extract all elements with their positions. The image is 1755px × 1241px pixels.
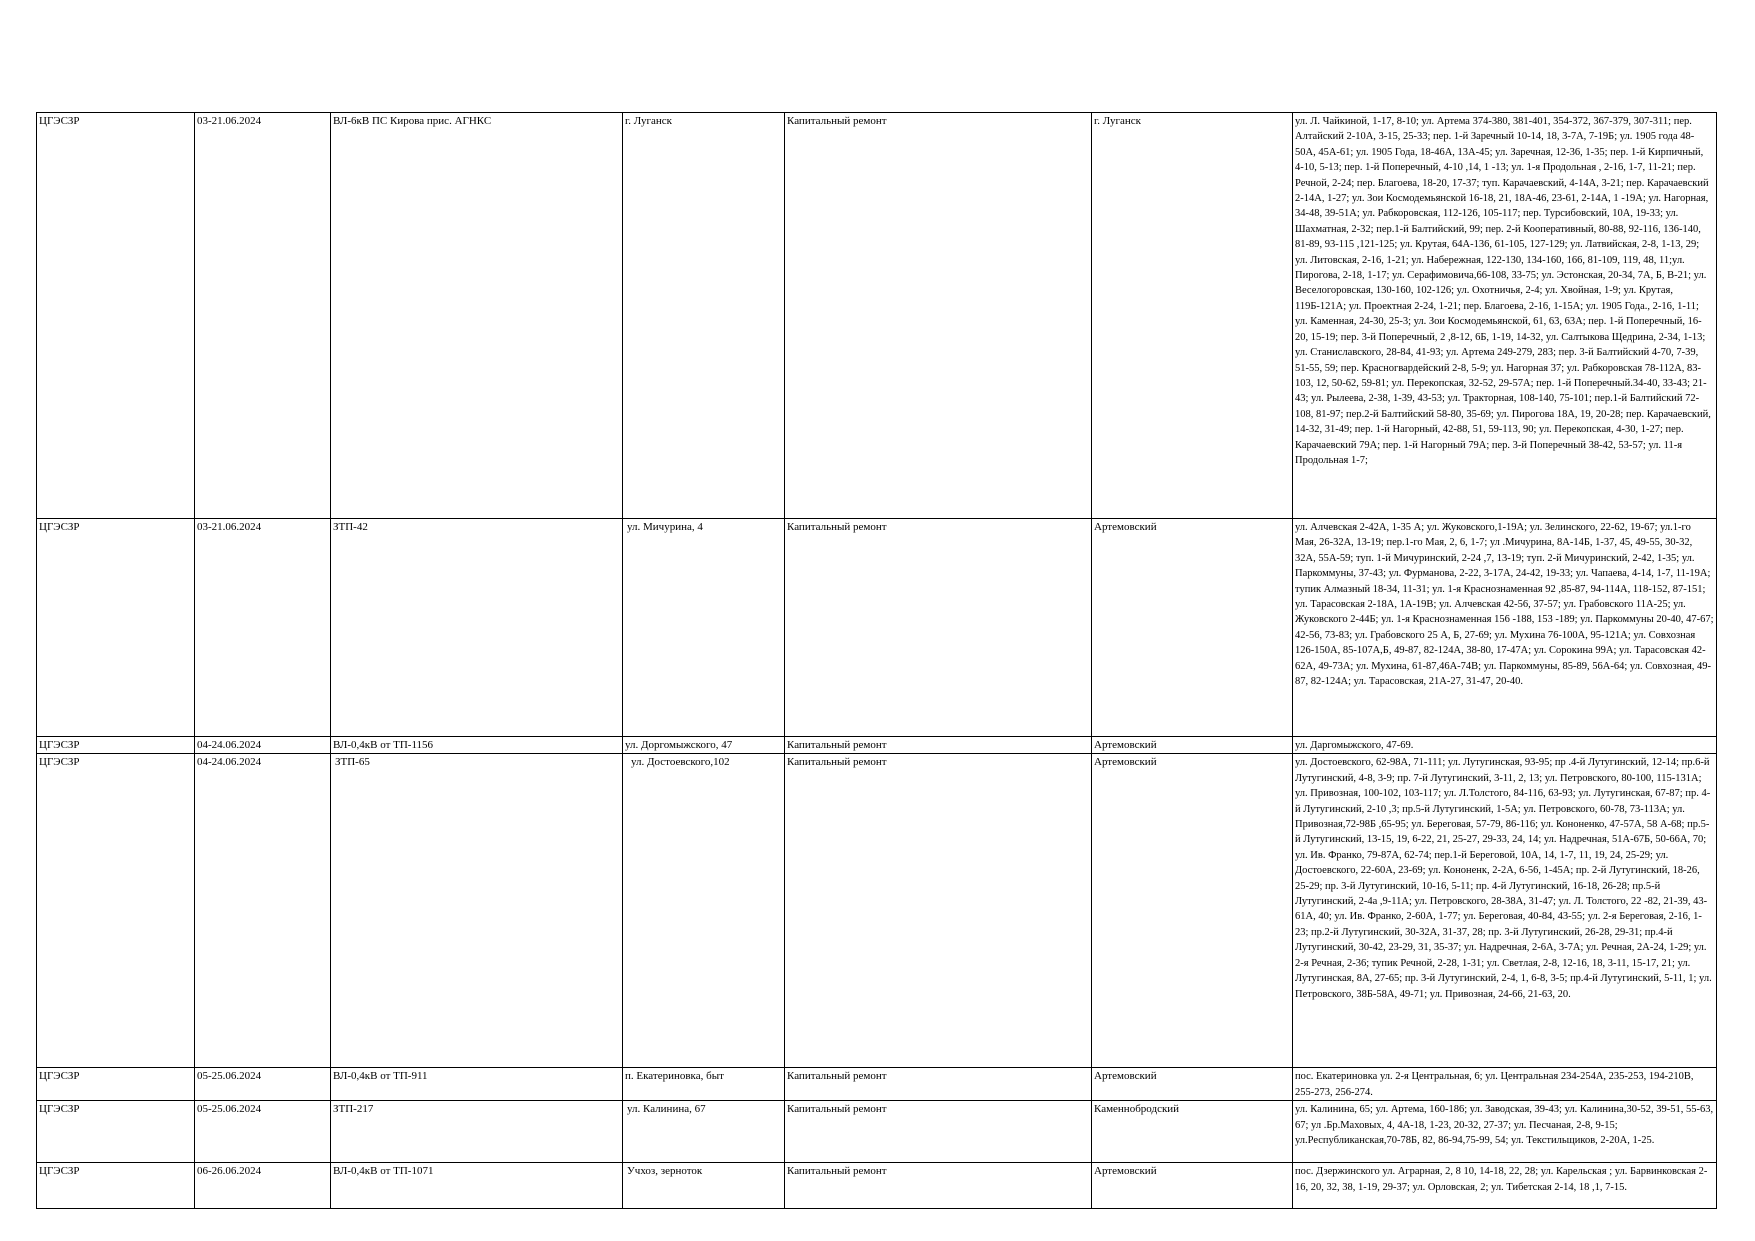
object-cell: ВЛ-0,4кВ от ТП-1156 xyxy=(331,737,623,754)
addresses-cell: ул. Л. Чайкиной, 1-17, 8-10; ул. Артема 374-380, 381-401, 354-372, 367-379, 307-311; пер. Алтайский 2-10А, 3-15, 25-33; пер. 1-й Заречный 10-14, 18, 3-7А, 7-19Б; ул. 1905 года 48-50А, 45А-61; ул. 1905 Года, 18-46А, 13А-45; ул. Заречная, 12-36, 1-35; пер. 1-й Кирпичный, 4-10, 5-13; пер. 1-й Поперечный, 4-10 ,14, 1 -13; ул. 1-я Продольная , 2-16, 1-7, 11-21; пер. Речной, 2-24; пер. Благоева, 18-20, 17-37; туп. Карачаевский, 4-14А, 3-21; пер. Карачаевский 2-14А, 1-27; ул. Зои Космодемьянской 16-18, 21, 18А-46, 23-61, 2-14А, 1 -19А; ул. Нагорная, 34-48, 39-51А; ул. Рабкоровская, 112-126, 105-117; пер. Турсибовский, 10А, 19-33; ул. Шахматная, 2-32; пер.1-й Балтийский, 99; пер. 2-й Кооперативный, 80-88, 92-116, 136-140, 81-89, 93-115 ,121-125; ул. Крутая, 64А-136, 61-105, 127-129; ул. Латвийская, 2-8, 1-13, 29; ул. Литовская, 2-16, 1-21; ул. Набережная, 122-130, 134-160, 166, 81-109, 119, 48, 11;ул. Пирогова, 2-18, 1-17; ул. Серафимовича,66-108, 33-75; ул. Эстонская, 20-34, 7А, Б, В-21; ул. Веселогоровская, 130-160, 102-126; ул. Охотничья, 2-4; ул. Хвойная, 1-9; ул. Крутая, 119Б-121А; ул. Проектная 2-24, 1-21; пер. Благоева, 2-16, 1-15А; ул. 1905 Года., 2-16, 1-11; ул. Каменная, 24-30, 25-3; ул. Зои Космодемьянской, 61, 63, 63А; пер. 1-й Поперечный, 16-20, 15-19; пер. 3-й Поперечный, 2 ,8-12, 6Б, 1-19, 14-32, ул. Салтыкова Щедрина, 2-34, 1-13; ул. Станиславского, 28-84, 41-93; ул. Артема 249-279, 283; пер. 3-й Балтийский 4-70, 7-39, 51-55, 59; пер. Красногвардейский 2-8, 5-9; ул. Нагорная 37; ул. Рабкоровская 78-112А, 83-103, 12, 50-62, 59-81; ул. Перекопская, 32-52, 29-57А; пер. 1-й Поперечный.34-40, 33-43; 21-43; ул. Рылеева, 2-38, 1-39, 43-53; ул. Тракторная, 108-140, 75-101; пер.1-й Балтийский 72-108, 81-97; пер.2-й Балтийский 58-80, 35-69; ул. Пирогова 18А, 19, 20-28; пер. Карачаевский, 14-32, 31-49; пер. 1-й Нагорный, 42-88, 51, 59-113, 90; ул. Перекопская, 4-30, 1-27; пер. Карачаевский 79А; пер. 1-й Нагорный 79А; пер. 3-й Поперечный 38-42, 53-57; ул. 11-я Продольная 1-7; xyxy=(1293,113,1717,519)
object-cell: ЗТП-42 xyxy=(331,519,623,737)
district-cell: Артемовский xyxy=(1092,1068,1293,1101)
district-cell: Артемовский xyxy=(1092,754,1293,1068)
table-row xyxy=(37,1163,1717,1209)
org-cell: ЦГЭСЗР xyxy=(37,1101,195,1163)
table-row xyxy=(37,113,1717,519)
place-cell: ул. Достоевского,102 xyxy=(623,754,785,1068)
addresses-cell: пос. Екатериновка ул. 2-я Центральная, 6; ул. Центральная 234-254А, 235-253, 194-210В, 255-273, 256-274. xyxy=(1293,1068,1717,1101)
table-row xyxy=(37,519,1717,737)
table-row xyxy=(37,1101,1717,1163)
district-cell: Каменнобродский xyxy=(1092,1101,1293,1163)
dates-cell: 04-24.06.2024 xyxy=(195,737,331,754)
work-cell: Капитальный ремонт xyxy=(785,1101,1092,1163)
work-cell: Капитальный ремонт xyxy=(785,737,1092,754)
work-cell: Капитальный ремонт xyxy=(785,113,1092,519)
addresses-cell: ул. Достоевского, 62-98А, 71-111; ул. Лутугинская, 93-95; пр .4-й Лутугинский, 12-14; пр.6-й Лутугинский, 4-8, 3-9; пр. 7-й Лутугинский, 3-11, 2, 13; ул. Петровского, 80-100, 115-131А; ул. Привозная, 100-102, 103-117; ул. Л.Толстого, 84-116, 63-93; ул. Лутугинская, 67-87; пр. 4-й Лутугинский, 2-10 ,3; пр.5-й Лутугинский, 1-5А; ул. Петровского, 60-78, 73-113А; ул. Привозная,72-98Б ,65-95; ул. Береговая, 57-79, 86-116; ул. Кононенко, 47-57А, 58 А-68; пр.5-й Лутугинский, 13-15, 19, 6-22, 21, 25-27, 29-33, 24, 14; ул. Надречная, 51А-67Б, 50-66А, 70; ул. Ив. Франко, 79-87А, 62-74; пер.1-й Береговой, 10А, 14, 1-7, 11, 19, 24, 25-29; ул. Достоевского, 22-60А, 23-69; ул. Кононенк, 2-2А, 6-56, 1-45А; пр. 2-й Лутугинский, 18-26, 25-29; пр. 3-й Лутугинский, 10-16, 5-11; пр. 4-й Лутугинский, 16-18, 26-28; пр.5-й Лутугинский, 2-4а ,9-11А; ул. Петровского, 28-38А, 31-47; ул. Л. Толстого, 22 -82, 21-39, 43-61А, 40; ул. Ив. Франко, 2-60А, 1-77; ул. Береговая, 40-84, 43-55; ул. 2-я Береговая, 2-16, 1-23; пр.2-й Лутугинский, 30-32А, 31-37, 28; пр. 3-й Лутугинский, 26-28, 29-31; пр.4-й Лутугинский, 30-42, 23-29, 31, 35-37; ул. Надречная, 2-6А, 3-7А; ул. Речная, 2А-24, 1-29; ул. 2-я Речная, 2-36; тупик Речной, 2-28, 1-31; ул. Светлая, 2-8, 12-16, 18, 3-11, 15-17, 21; ул. Лутугинская, 8А, 27-65; пр. 3-й Лутугинский, 2-4, 1, 6-8, 3-5; пр.4-й Лутугинский, 5-11, 1; ул. Петровского, 38Б-58А, 49-71; ул. Привозная, 24-66, 21-63, 20. xyxy=(1293,754,1717,1068)
table-row xyxy=(37,754,1717,1068)
object-cell: ЗТП-217 xyxy=(331,1101,623,1163)
dates-cell: 04-24.06.2024 xyxy=(195,754,331,1068)
dates-cell: 06-26.06.2024 xyxy=(195,1163,331,1209)
dates-cell: 03-21.06.2024 xyxy=(195,113,331,519)
district-cell: Артемовский xyxy=(1092,737,1293,754)
object-cell: ВЛ-6кВ ПС Кирова прис. АГНКС xyxy=(331,113,623,519)
dates-cell: 05-25.06.2024 xyxy=(195,1101,331,1163)
work-cell: Капитальный ремонт xyxy=(785,1163,1092,1209)
place-cell: Учхоз, зерноток xyxy=(623,1163,785,1209)
addresses-cell: ул. Калинина, 65; ул. Артема, 160-186; ул. Заводская, 39-43; ул. Калинина,30-52, 39-51, 55-63, 67; ул .Бр.Маховых, 4, 4А-18, 1-23, 20-32, 27-37; ул. Песчаная, 2-8, 9-15; ул.Республиканская,70-78Б, 82, 86-94,75-99, 54; ул. Текстильщиков, 2-20А, 1-25. xyxy=(1293,1101,1717,1163)
dates-cell: 03-21.06.2024 xyxy=(195,519,331,737)
district-cell: Артемовский xyxy=(1092,519,1293,737)
addresses-cell: ул. Алчевская 2-42А, 1-35 А; ул. Жуковского,1-19А; ул. Зелинского, 22-62, 19-67; ул.1-го Мая, 26-32А, 13-19; пер.1-го Мая, 2, 6, 1-7; ул .Мичурина, 8А-14Б, 1-37, 45, 49-55, 30-32, 32А, 55А-59; туп. 1-й Мичуринский, 2-24 ,7, 13-19; туп. 2-й Мичуринский, 2-42, 1-35; ул. Паркоммуны, 37-43; ул. Фурманова, 2-22, 3-17А, 24-42, 19-33; ул. Чапаева, 4-14, 1-7, 11-19А; тупик Алмазный 18-34, 11-31; ул. 1-я Краснознаменная 92 ,85-87, 94-114А, 118-152, 87-151; ул. Тарасовская 2-18А, 1А-19В; ул. Алчевская 42-56, 37-57; ул. Грабовского 11А-25; ул. Жуковского 2-44Б; ул. 1-я Краснознаменная 156 -188, 153 -189; ул. Паркоммуны 20-40, 47-67; 42-56, 73-83; ул. Грабовского 25 А, Б, 27-69; ул. Мухина 76-100А, 95-121А; ул. Совхозная 126-150А, 85-107А,Б, 49-87, 82-124А, 38-80, 17-47А; ул. Сорокина 99А; ул. Тарасовская 42-62А, 49-73А; ул. Мухина, 61-87,46А-74В; ул. Паркоммуны, 85-89, 56А-64; ул. Совхозная, 49-87, 82-124А; ул. Тарасовская, 21А-27, 31-47, 20-40. xyxy=(1293,519,1717,737)
object-cell: ЗТП-65 xyxy=(331,754,623,1068)
outage-schedule-sheet xyxy=(36,112,1716,1209)
org-cell: ЦГЭСЗР xyxy=(37,737,195,754)
addresses-cell: пос. Дзержинского ул. Аграрная, 2, 8 10, 14-18, 22, 28; ул. Карельская ; ул. Барвинковская 2-16, 20, 32, 38, 1-19, 29-37; ул. Орловская, 2; ул. Тибетская 2-14, 18 ,1, 7-15. xyxy=(1293,1163,1717,1209)
work-cell: Капитальный ремонт xyxy=(785,519,1092,737)
org-cell: ЦГЭСЗР xyxy=(37,1068,195,1101)
table-row xyxy=(37,737,1717,754)
table-row xyxy=(37,1068,1717,1101)
dates-cell: 05-25.06.2024 xyxy=(195,1068,331,1101)
addresses-cell: ул. Даргомыжского, 47-69. xyxy=(1293,737,1717,754)
work-cell: Капитальный ремонт xyxy=(785,754,1092,1068)
object-cell: ВЛ-0,4кВ от ТП-1071 xyxy=(331,1163,623,1209)
org-cell: ЦГЭСЗР xyxy=(37,113,195,519)
org-cell: ЦГЭСЗР xyxy=(37,754,195,1068)
place-cell: ул. Доргомыжского, 47 xyxy=(623,737,785,754)
work-cell: Капитальный ремонт xyxy=(785,1068,1092,1101)
place-cell: г. Луганск xyxy=(623,113,785,519)
org-cell: ЦГЭСЗР xyxy=(37,519,195,737)
place-cell: п. Екатериновка, быт xyxy=(623,1068,785,1101)
object-cell: ВЛ-0,4кВ от ТП-911 xyxy=(331,1068,623,1101)
outage-schedule-table xyxy=(36,112,1717,1209)
place-cell: ул. Калинина, 67 xyxy=(623,1101,785,1163)
district-cell: Артемовский xyxy=(1092,1163,1293,1209)
place-cell: ул. Мичурина, 4 xyxy=(623,519,785,737)
district-cell: г. Луганск xyxy=(1092,113,1293,519)
org-cell: ЦГЭСЗР xyxy=(37,1163,195,1209)
